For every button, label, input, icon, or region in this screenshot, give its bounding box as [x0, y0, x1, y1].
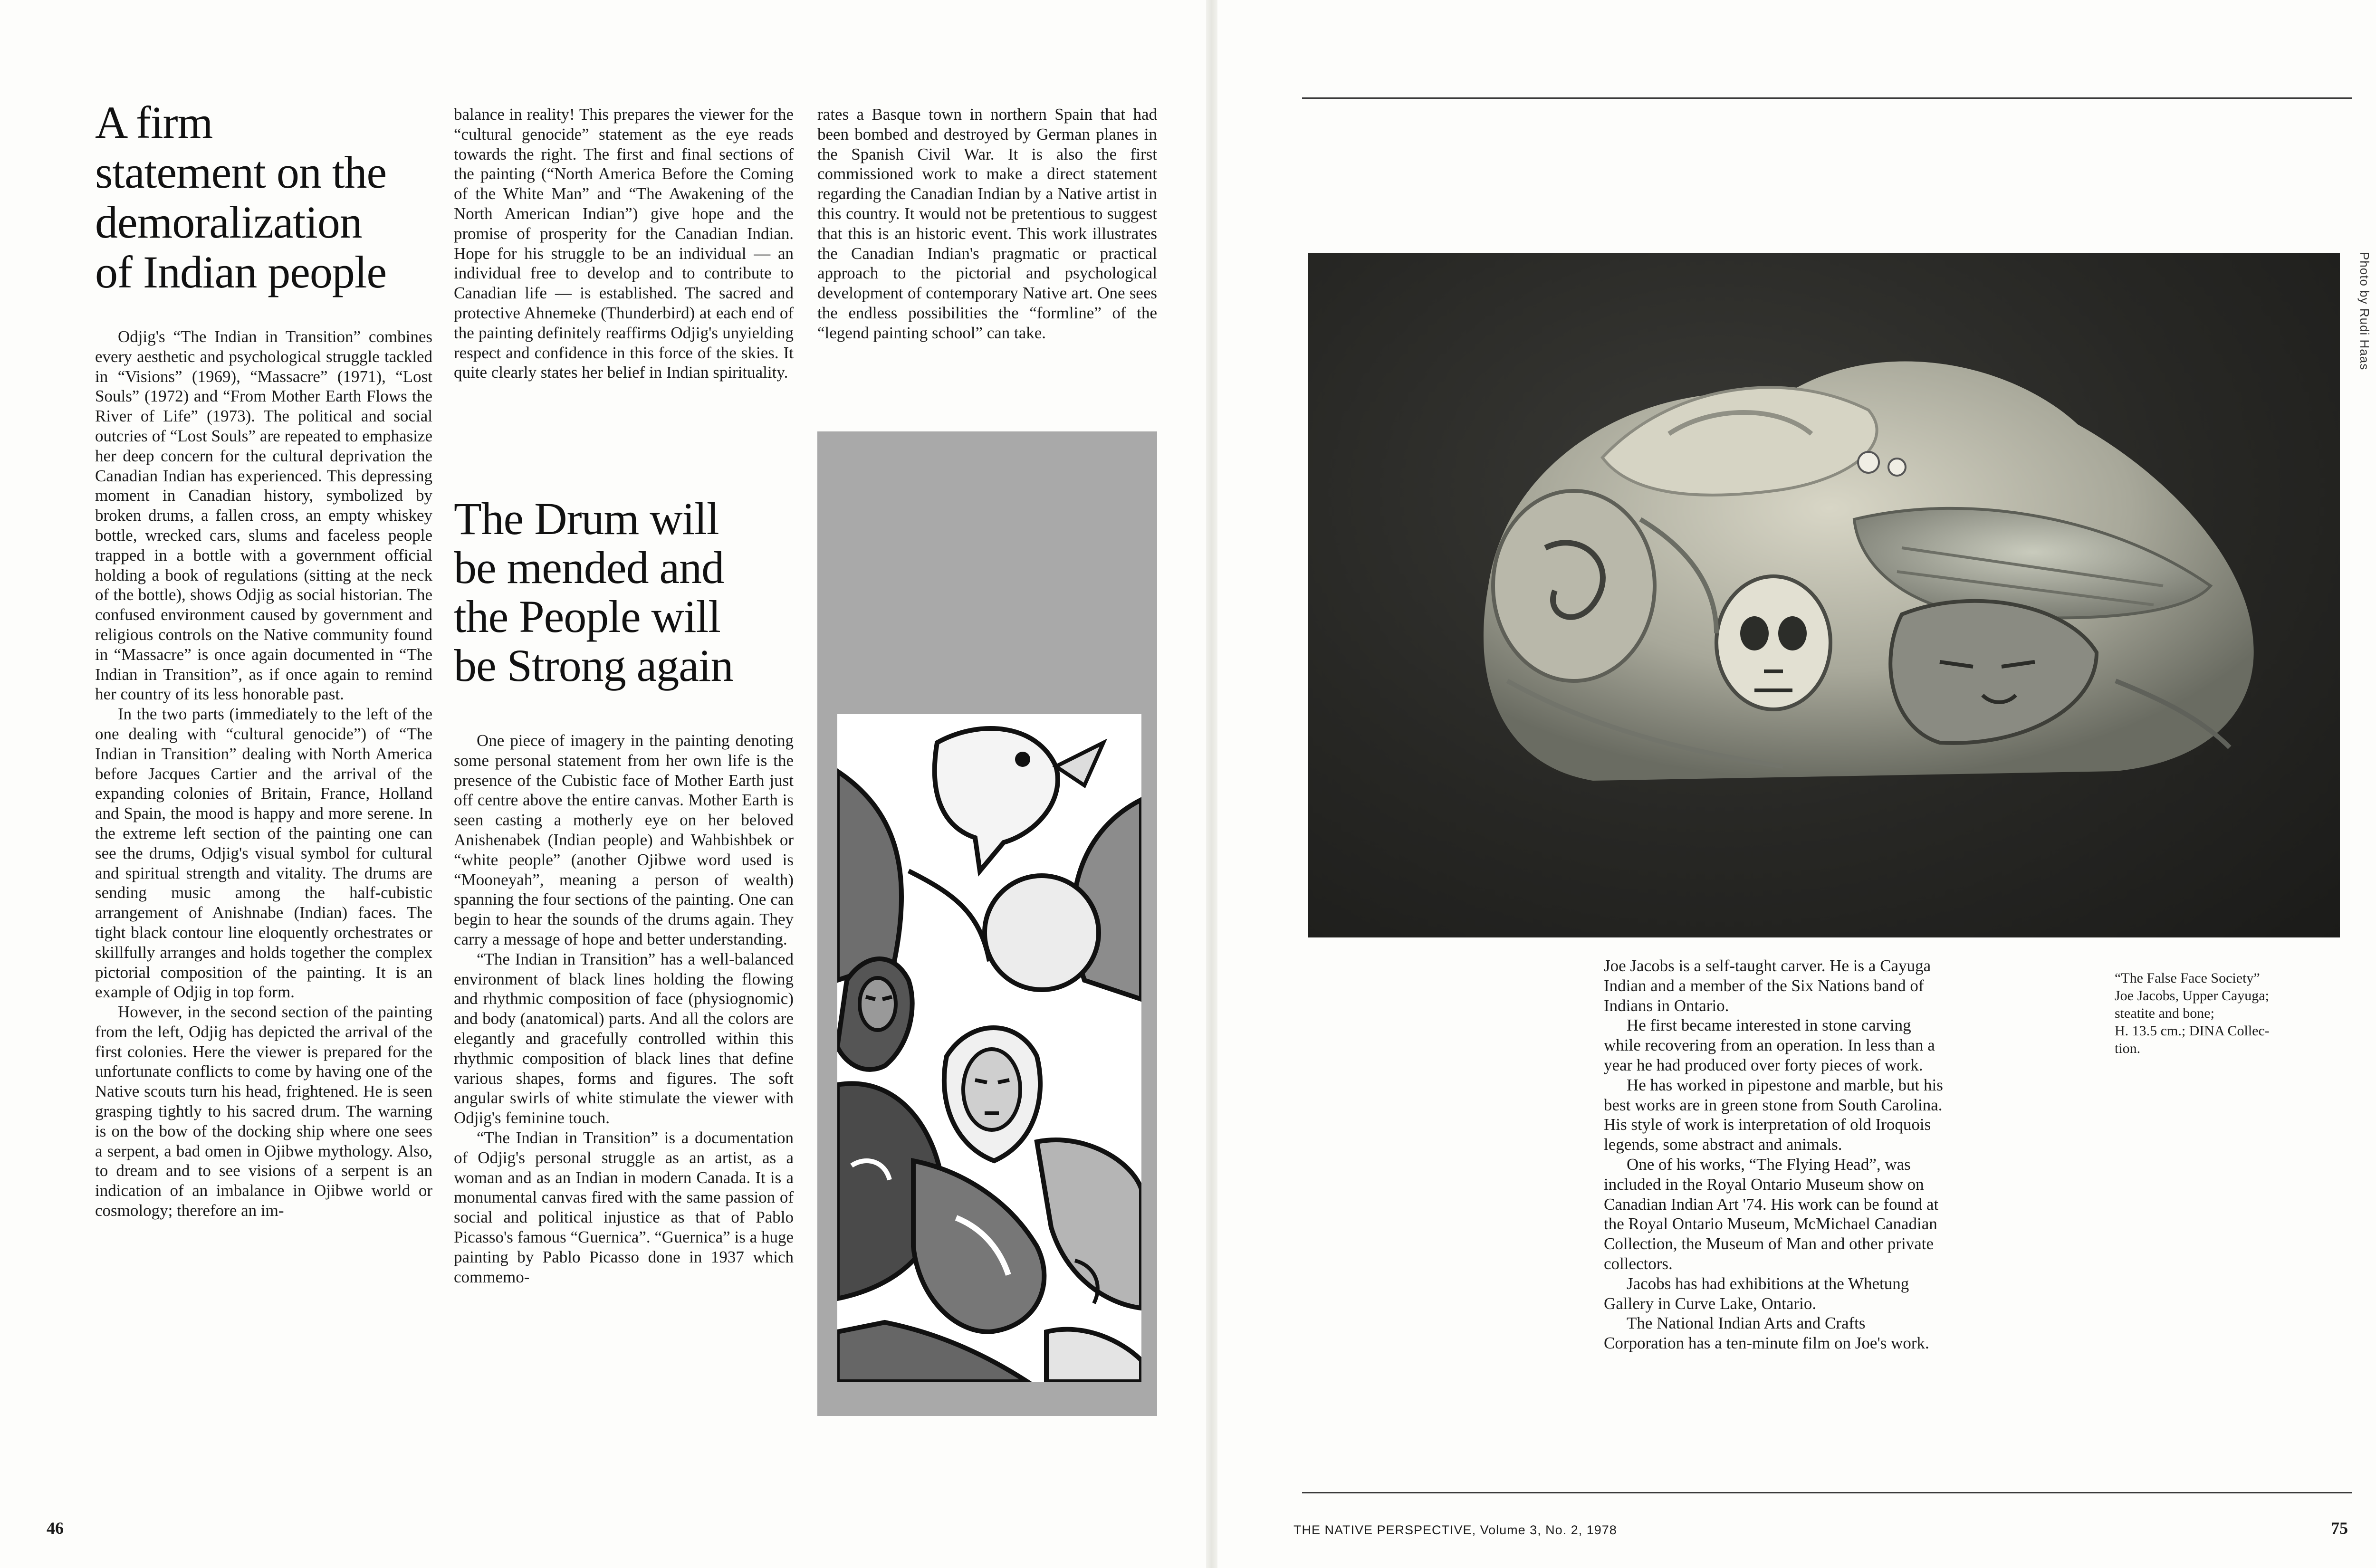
- headline-line: demoralization: [95, 197, 362, 248]
- paragraph: One of his works, “The Flying Head”, was included in the Royal Ontario Museum show on Canadian Indian Art '74. His work can be found at the Royal Ontario Museum, McMichael Canadian Collection, the Museum of Man and other private collectors.: [1604, 1155, 1939, 1273]
- caption-line: “The False Face Society”: [2115, 970, 2260, 986]
- paragraph: rates a Basque town in northern Spain that had been bombed and destroyed by German planes in the Spanish Civil War. It is also the first commissioned work to make a direct statement regarding the Canadian Indian by a Native artist in this country. It would not be pretentious to suggest that this is an historic event. This work illustrates the Canadian Indian's pragmatic or practical approach to the pictorial and psychological development of contemporary Native art. One sees the endless possibilities the “formline” of the “legend painting school” can take.: [817, 105, 1157, 342]
- paragraph: He has worked in pipestone and marble, but his best works are in green stone from South Carolina. His style of work is interpretation of old Iroquois legends, some abstract and animals.: [1604, 1075, 1943, 1154]
- caption-line: tion.: [2115, 1041, 2141, 1056]
- page-gutter: [1206, 0, 1217, 1568]
- sculpture-photo: [1308, 253, 2340, 937]
- artist-bio-column: [1604, 956, 1946, 1469]
- article-column-3: [817, 105, 1157, 413]
- article-column-2-top: [454, 105, 794, 466]
- paragraph: Joe Jacobs is a self-taught carver. He is a Cayuga Indian and a member of the Six Nations band of Indians in Ontario.: [1604, 956, 1931, 1015]
- article-column-1: [95, 327, 432, 1434]
- paragraph: balance in reality! This prepares the viewer for the “cultural genocide” statement as the eye reads towards the right. The first and final sections of the painting (“North America Before the Coming of the White Man” and “The Awakening of the North American Indian”) give hope and the promise of prosperity for the Canadian Indian. Hope for his struggle to be an individual — an individual free to develop and to contribute to Canadian life — is established. The sacred and protective Ahnemeke (Thunderbird) at each end of the painting definitely reaffirms Odjig's unyielding respect and confidence in this force of the skies. It quite clearly states her belief in Indian spirituality.: [454, 105, 794, 382]
- bottom-rule: [1302, 1492, 2352, 1493]
- caption-line: H. 13.5 cm.; DINA Collec-: [2115, 1023, 2270, 1039]
- paragraph: However, in the second section of the painting from the left, Odjig has depicted the arrival of the first colonies. Here the viewer is prepared for the unfortunate conflicts to come by having one of the Native scouts turn his head, frightened. He is seen grasping tightly to his sacred drum. The warning is on the bow of the docking ship where one sees a serpent, a bad omen in Ojibwe mythology. Also, to dream and to see visions of a serpent is an indication of an imbalance in Ojibwe world or cosmology; therefore an im-: [95, 1003, 432, 1220]
- magazine-footer: THE NATIVE PERSPECTIVE, Volume 3, No. 2, 1978: [1293, 1523, 1617, 1537]
- headline-line: The Drum will: [454, 493, 719, 544]
- headline-line: be Strong again: [454, 640, 733, 691]
- paragraph: He first became interested in stone carving while recovering from an operation. In less than a year he had produced over forty pieces of work.: [1604, 1016, 1935, 1074]
- page-number-right: 75: [2331, 1519, 2348, 1538]
- headline-firm-statement: [95, 97, 437, 297]
- caption-line: Joe Jacobs, Upper Cayuga;: [2115, 988, 2269, 1004]
- top-rule: [1302, 97, 2352, 99]
- paragraph: In the two parts (immediately to the left of the one dealing with “cultural genocide”) of “The Indian in Transition” dealing with North America before Jacques Cartier and the arrival of the expanding colonies of Britain, France, Holland and Spain, the mood is happy and more serene. In the extreme left section of the painting one can see the drums, Odjig's visual symbol for cultural and spiritual strength and vitality. The drums are sending music among the half-cubistic arrangement of Anishnabe (Indian) faces. The tight black contour line eloquently orchestrates or skillfully arranges and holds together the complex pictorial composition of the painting. It is an example of Odjig in top form.: [95, 705, 432, 1002]
- headline-drum-mended: [454, 494, 805, 690]
- headline-line: of Indian people: [95, 247, 387, 297]
- page-number-left: 46: [47, 1519, 64, 1538]
- article-column-2-bottom: [454, 731, 794, 1410]
- headline-line: statement on the: [95, 147, 387, 198]
- painting-illustration: [837, 714, 1141, 1382]
- photo-caption: [2115, 969, 2362, 1057]
- headline-line: A firm: [95, 97, 213, 148]
- paragraph: Odjig's “The Indian in Transition” combines every aesthetic and psychological struggle tackled in “Visions” (1969), “Massacre” (1971), “Lost Souls” (1972) and “From Mother Earth Flows the River of Life” (1973). The political and social outcries of “Lost Souls” are repeated to emphasize her deep concern for the cultural deprivation the Canadian Indian has experienced. This depressing moment in Canadian history, symbolized by broken drums, a fallen cross, an empty whiskey bottle, wrecked cars, slums and faceless people trapped in a bottle with a government official holding a book of regulations (sitting at the neck of the bottle), shows Odjig as social historian. The confused environment caused by government and religious controls on the Native community found in “Massacre” is once again documented in “The Indian in Transition”, as if once again to remind her country of its less honorable past.: [95, 327, 432, 704]
- photo-credit: Photo by Rudi Haas: [2357, 252, 2372, 371]
- paragraph: “The Indian in Transition” is a documentation of Odjig's personal struggle as an artist, as a woman and as an Indian in modern Canada. It is a monumental canvas fired with the same passion of social and political injustice as that of Pablo Picasso's famous “Guernica”. “Guernica” is a huge painting by Pablo Picasso done in 1937 which commemo-: [454, 1128, 794, 1286]
- headline-line: be mended and: [454, 542, 724, 593]
- caption-line: steatite and bone;: [2115, 1005, 2214, 1021]
- paragraph: One piece of imagery in the painting denoting some personal statement from her own life is the presence of the Cubistic face of Mother Earth just off centre above the entire canvas. Mother Earth is seen casting a motherly eye on her beloved Anishenabek (Indian people) and Wahbishbek or “white people” (another Ojibwe word used is “Mooneyah”, meaning a person of wealth) spanning the four sections of the painting. One can begin to hear the sounds of the drums again. They carry a message of hope and better understanding.: [454, 731, 794, 948]
- sculpture-illustration: [1308, 253, 2340, 937]
- headline-line: the People will: [454, 591, 720, 642]
- painting-illustration-frame: [817, 431, 1157, 1416]
- paragraph: Jacobs has had exhibitions at the Whetung Gallery in Curve Lake, Ontario.: [1604, 1274, 1909, 1313]
- paragraph: “The Indian in Transition” has a well-balanced environment of black lines holding the flowing and rhythmic composition of face (physiognomic) and body (anatomical) parts. And all the colors are elegantly and gracefully controlled within this rhythmic composition of black lines that define various shapes, forms and figures. The soft angular swirls of white stimulate the viewer with Odjig's feminine touch.: [454, 949, 794, 1128]
- paragraph: The National Indian Arts and Crafts Corporation has a ten-minute film on Joe's work.: [1604, 1314, 1929, 1353]
